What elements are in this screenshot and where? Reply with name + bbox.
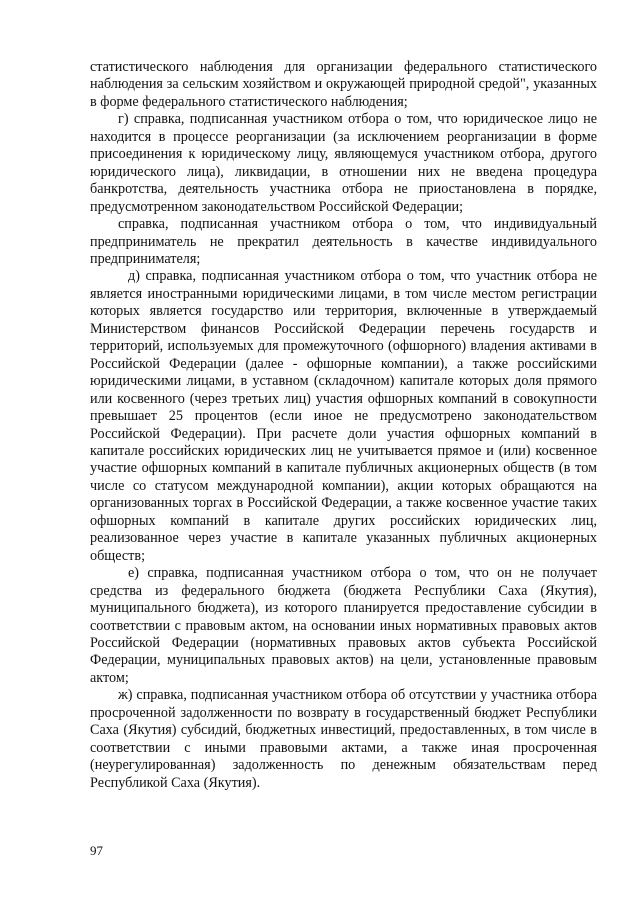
paragraph-item-g: г) справка, подписанная участником отбора о том, что юридическое лицо не находится в процессе реорганизации (за исключением реорганизации в форме присоединения к юридическому лицу, являющемуся участником отбора, другого юридического лица), ликвидации, в отношении них не введена процедура банкротства, деятельность участника отбора не приостановлена в порядке, предусмотренном законодательством Российской Федерации; xyxy=(90,111,597,215)
paragraph-item-d: д) справка, подписанная участником отбора о том, что участник отбора не является иностранными юридическими лицами, в том числе местом регистрации которых является государство или территория, включенные в утверждаемый Министерством финансов Российской Федерации перечень государств и территорий, используемых для промежуточного (офшорного) владения активами в Российской Федерации (далее - офшорные компании), а также российскими юридическими лицами, в уставном (складочном) капитале которых доля прямого или косвенного (через третьих лиц) участия офшорных компаний в совокупности превышает 25 процентов (если иное не предусмотрено законодательством Российской Федерации). При расчете доли участия офшорных компаний в капитале российских юридических лиц не учитывается прямое и (или) косвенное участие офшорных компаний в капитале публичных акционерных обществ (в том числе со статусом международной компании), акции которых обращаются на организованных торгах в Российской Федерации, а также косвенное участие таких офшорных компаний в капитале других российских юридических лиц, реализованное через участие в капитале указанных публичных акционерных обществ; xyxy=(90,268,597,564)
page-number: 97 xyxy=(90,843,103,858)
document-body xyxy=(90,59,597,792)
paragraph-individual-entrepreneur: справка, подписанная участником отбора о том, что индивидуальный предприниматель не прекратил деятельность в качестве индивидуального предпринимателя; xyxy=(90,216,597,267)
paragraph-continuation: статистического наблюдения для организации федерального статистического наблюдения за сельским хозяйством и окружающей природной средой", указанных в форме федерального статистического наблюдения; xyxy=(90,59,597,110)
paragraph-item-e: е) справка, подписанная участником отбора о том, что он не получает средства из федерального бюджета (бюджета Республики Саха (Якутия), муниципального бюджета), из которого планируется предоставление субсидии в соответствии с правовым актом, на основании иных нормативных правовых актов Российской Федерации (нормативных правовых актов субъекта Российской Федерации, муниципальных правовых актов) на цели, установленные правовым актом; xyxy=(90,565,597,686)
paragraph-item-zh: ж) справка, подписанная участником отбора об отсутствии у участника отбора просроченной задолженности по возврату в государственный бюджет Республики Саха (Якутия) субсидий, бюджетных инвестиций, предоставленных, в том числе в соответствии с иными правовыми актами, а также иная просроченная (неурегулированная) задолженность по денежным обязательствам перед Республикой Саха (Якутия). xyxy=(90,687,597,791)
